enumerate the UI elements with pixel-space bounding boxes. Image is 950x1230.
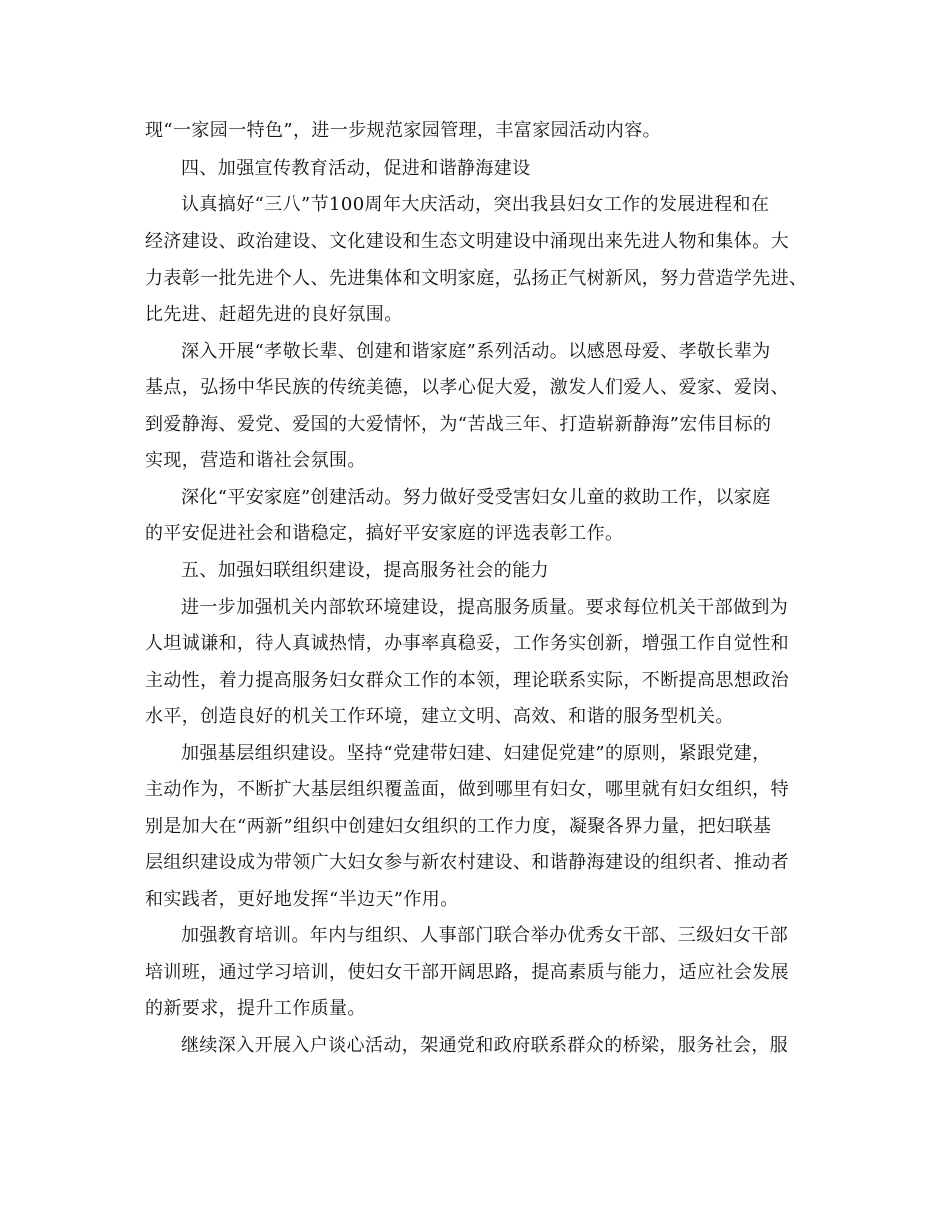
section-heading: 五、加强妇联组织建设，提高服务社会的能力 (181, 560, 549, 581)
text-line: 认真搞好“三八”节100周年大庆活动，突出我县妇女工作的发展进程和在 (181, 194, 770, 215)
text-line: 力表彰一批先进个人、先进集体和文明家庭，弘扬正气树新风，努力营造学先进、 (145, 268, 808, 289)
text-line: 的新要求，提升工作质量。 (145, 998, 366, 1019)
text-line: 比先进、赶超先进的良好氛围。 (145, 304, 403, 325)
text-line: 人坦诚谦和，待人真诚热情，办事率真稳妥，工作务实创新，增强工作自觉性和 (145, 633, 789, 654)
text-line: 现“一家园一特色”，进一步规范家园管理，丰富家园活动内容。 (145, 120, 662, 141)
text-line: 基点，弘扬中华民族的传统美德，以孝心促大爱，激发人们爱人、爱家、爱岗、 (145, 377, 789, 398)
text-line: 主动性，着力提高服务妇女群众工作的本领，理论联系实际，不断提高思想政治 (145, 670, 789, 691)
text-line: 到爱静海、爱党、爱国的大爱情怀，为“苦战三年、打造崭新静海”宏伟目标的 (145, 414, 772, 435)
text-line: 实现，营造和谐社会氛围。 (145, 450, 366, 471)
text-line: 进一步加强机关内部软环境建设，提高服务质量。要求每位机关干部做到为 (181, 597, 789, 618)
text-line: 培训班，通过学习培训，使妇女干部开阔思路，提高素质与能力，适应社会发展 (145, 962, 789, 983)
text-line: 加强基层组织建设。坚持“党建带妇建、妇建促党建”的原则，紧跟党建， (181, 743, 771, 764)
text-line: 别是加大在“两新”组织中创建妇女组织的工作力度，凝聚各界力量，把妇联基 (145, 816, 772, 837)
text-line: 继续深入开展入户谈心活动，架通党和政府联系群众的桥梁，服务社会，服 (181, 1035, 789, 1056)
text-line: 层组织建设成为带领广大妇女参与新农村建设、和谐静海建设的组织者、推动者 (145, 852, 789, 873)
text-line: 加强教育培训。年内与组织、人事部门联合举办优秀女干部、三级妇女干部 (181, 925, 789, 946)
text-line: 水平，创造良好的机关工作环境，建立文明、高效、和谐的服务型机关。 (145, 706, 734, 727)
text-line: 深化“平安家庭”创建活动。努力做好受受害妇女儿童的救助工作，以家庭 (181, 487, 771, 508)
text-line: 的平安促进社会和谐稳定，搞好平安家庭的评选表彰工作。 (145, 523, 624, 544)
text-line: 深入开展“孝敬长辈、创建和谐家庭”系列活动。以感恩母爱、孝敬长辈为 (181, 341, 771, 362)
text-line: 和实践者，更好地发挥“半边天”作用。 (145, 889, 459, 910)
text-line: 主动作为，不断扩大基层组织覆盖面，做到哪里有妇女，哪里就有妇女组织，特 (145, 779, 789, 800)
section-heading: 四、加强宣传教育活动，促进和谐静海建设 (181, 158, 531, 179)
text-line: 经济建设、政治建设、文化建设和生态文明建设中涌现出来先进人物和集体。大 (145, 231, 789, 252)
